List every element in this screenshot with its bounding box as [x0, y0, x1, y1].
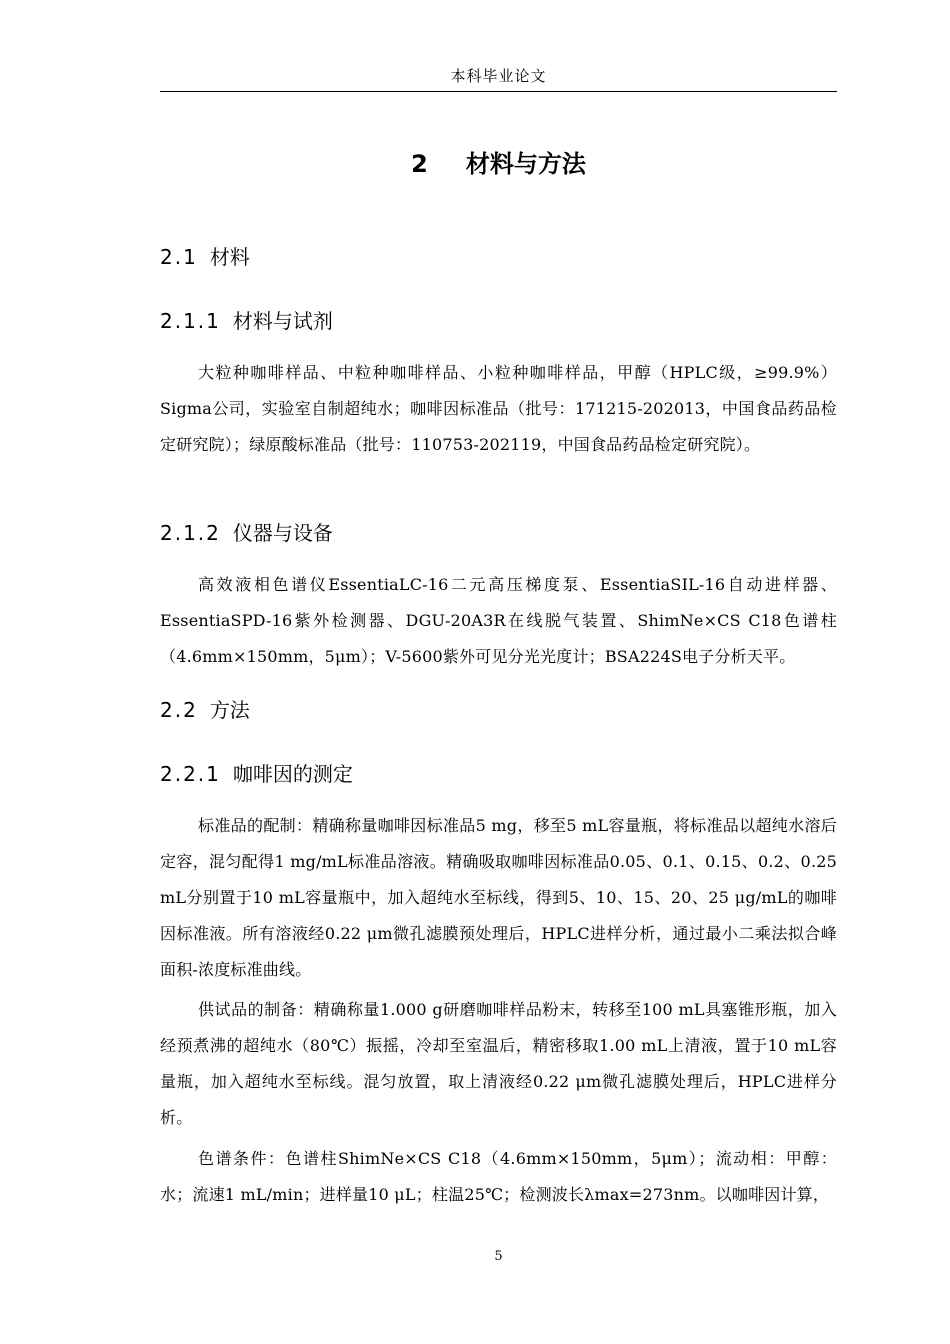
section-heading-2-1: [160, 242, 250, 272]
paragraph-instruments: 高效液相色谱仪EssentiaLC-16二元高压梯度泵、EssentiaSIL-16自动进样器、EssentiaSPD-16紫外检测器、DGU-20A3R在线脱气装置、ShimNe×CS C18色谱柱（4.6mm×150mm，5μm）；V-5600紫外可见分光光度计；BSA224S电子分析天平。: [160, 575, 837, 666]
header-rule: [160, 91, 837, 92]
page-number: 5: [494, 1249, 503, 1264]
paragraph-sample-preparation: 供试品的制备：精确称量1.000 g研磨咖啡样品粉末，转移至100 mL具塞锥形瓶，加入经预煮沸的超纯水（80℃）振摇，冷却至室温后，精密移取1.00 mL上清液，置于10 mL容量瓶，加入超纯水至标线。混匀放置，取上清液经0.22 μm微孔滤膜处理后，HPLC进样分析。: [160, 1000, 837, 1127]
section-title: 材料与试剂: [232, 309, 333, 333]
section-heading-2-1-1: [160, 306, 333, 336]
section-title: 仪器与设备: [232, 521, 333, 545]
section-number: 2.1: [160, 245, 198, 269]
section-title: 方法: [209, 698, 250, 722]
section-title: 咖啡因的测定: [232, 762, 353, 786]
chapter-title-text: 材料与方法: [465, 150, 586, 178]
section-number: 2.1.1: [160, 309, 221, 333]
paragraph-chromatographic-conditions: 色谱条件：色谱柱ShimNe×CS C18（4.6mm×150mm，5μm）；流动相：甲醇：水；流速1 mL/min；进样量10 μL；柱温25℃；检测波长λmax=273nm。以咖啡因计算，: [160, 1149, 837, 1204]
running-header: 本科毕业论文: [450, 67, 547, 85]
section-number: 2.2: [160, 698, 198, 722]
paragraph-standard-preparation: 标准品的配制：精确称量咖啡因标准品5 mg，移至5 mL容量瓶，将标准品以超纯水溶后定容，混匀配得1 mg/mL标准品溶液。精确吸取咖啡因标准品0.05、0.1、0.15、0.2、0.25 mL分别置于10 mL容量瓶中，加入超纯水至标线，得到5、10、15、20、25 μg/mL的咖啡因标准液。所有溶液经0.22 μm微孔滤膜预处理后，HPLC进样分析，通过最小二乘法拟合峰面积-浓度标准曲线。: [160, 816, 837, 979]
section-number: 2.2.1: [160, 762, 221, 786]
section-heading-2-1-2: [160, 518, 333, 548]
section-number: 2.1.2: [160, 521, 221, 545]
chapter-title: [160, 146, 837, 182]
section-title: 材料: [209, 245, 250, 269]
chapter-number: 2: [411, 150, 428, 178]
section-heading-2-2: [160, 695, 250, 725]
paragraph-materials: 大粒种咖啡样品、中粒种咖啡样品、小粒种咖啡样品，甲醇（HPLC级，≥99.9%）Sigma公司，实验室自制超纯水；咖啡因标准品（批号：171215-202013，中国食品药品检定研究院）；绿原酸标准品（批号：110753-202119，中国食品药品检定研究院）。: [160, 363, 837, 454]
section-heading-2-2-1: [160, 759, 353, 789]
